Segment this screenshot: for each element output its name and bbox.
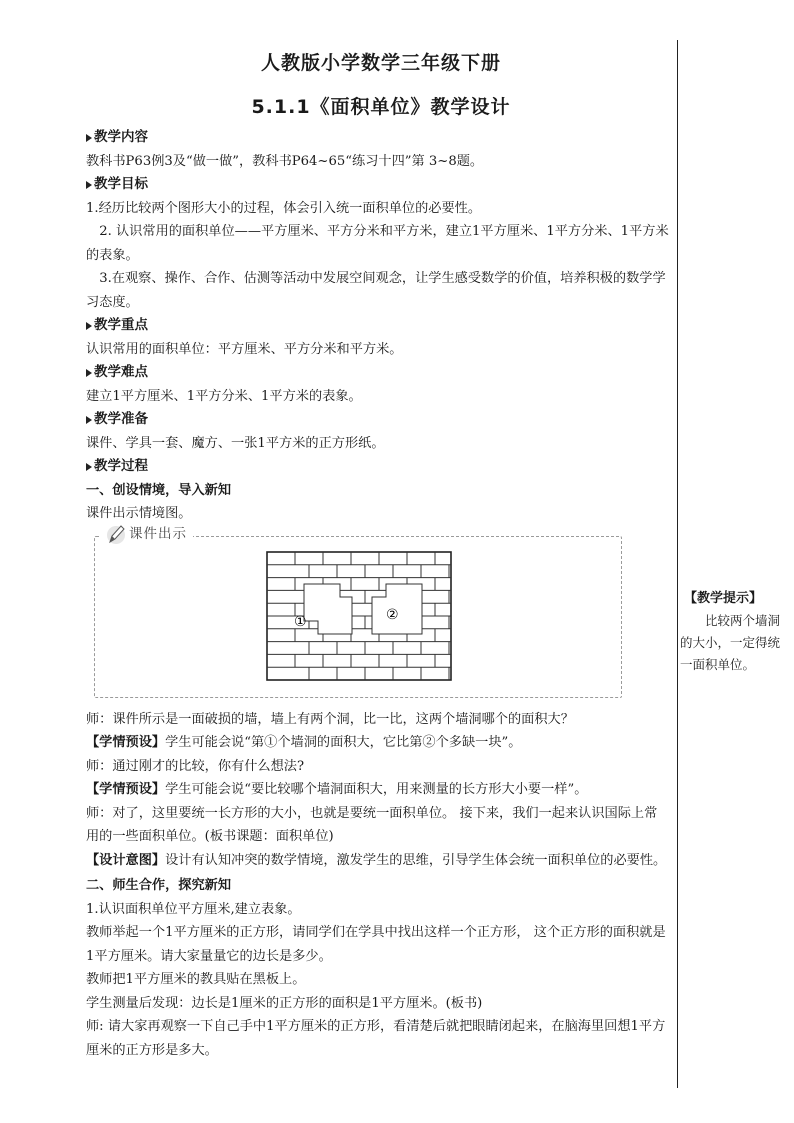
difficulty-paragraph: 建立1平方厘米、1平方分米、1平方米的表象。 [86, 388, 362, 404]
sidebar-text: 比较两个墙洞的大小，一定得统一面积单位。 [680, 613, 781, 672]
dialogue-question-2: 师：通过刚才的比较，你有什么想法? [86, 758, 305, 774]
prediction-text: 学生可能会说“第①个墙洞的面积大，它比第②个多缺一块”。 [165, 735, 522, 750]
section-heading-key [86, 314, 670, 338]
hole-2-label: ② [386, 606, 399, 623]
teaching-tip-sidebar [680, 588, 790, 676]
section-heading-process [86, 455, 670, 479]
heading-text: 教学内容 [94, 129, 148, 145]
part2-paragraph-4: 师: 请大家再观察一下自己手中1平方厘米的正方形，看清楚后就把眼睛闭起来，在脑海里回想1平方厘米的正方形是多大。 [86, 1019, 666, 1058]
document-subtitle: 5.1.1《面积单位》教学设计 [251, 96, 511, 118]
part1-paragraph: 课件出示情境图。 [86, 506, 192, 521]
heading-text: 教学准备 [94, 411, 148, 427]
dialogue-question-1: 师：课件所示是一面破损的墙，墙上有两个洞，比一比，这两个墙洞哪个的面积大？ [86, 711, 574, 727]
section-heading-goals [86, 173, 670, 197]
heading-text: 教学重点 [94, 317, 148, 333]
preparation-paragraph: 课件、学具一套、魔方、一张1平方米的正方形纸。 [86, 435, 385, 451]
tag-label: 【学情预设】 [86, 735, 166, 750]
section-heading-content [86, 126, 670, 150]
dialogue-prediction-2 [86, 778, 670, 802]
part2-paragraph-2: 教师把1平方厘米的教具贴在黑板上。 [86, 972, 306, 987]
triangle-bullet-icon [86, 416, 92, 424]
figure-label-text: 课件出示 [129, 525, 187, 542]
dialogue-question-3: 师：对了，这里要统一长方形的大小，也就是要统一面积单位。 接下来，我们一起来认识国际上常用的一些面积单位。(板书课题：面积单位) [86, 805, 658, 844]
pencil-icon [105, 523, 127, 545]
triangle-bullet-icon [86, 322, 92, 330]
document-title: 人教版小学数学三年级下册 [260, 52, 501, 74]
part2-paragraph-3: 学生测量后发现：边长是1厘米的正方形的面积是1平方厘米。(板书) [86, 995, 483, 1011]
heading-text: 教学过程 [94, 458, 148, 474]
goal-item-2: 2. 认识常用的面积单位——平方厘米、平方分米和平方米，建立1平方厘米、1平方分米、1平方米的表象。 [86, 224, 669, 263]
part2-heading: 二、师生合作，探究新知 [86, 878, 232, 893]
part2-paragraph-1: 教师举起一个1平方厘米的正方形，请同学们在学具中找出这样一个正方形， 这个正方形的面积就是1平方厘米。请大家量量它的边长是多少。 [86, 925, 666, 964]
sidebar-title: 【教学提示】 [684, 591, 763, 606]
content-paragraph: 教科书P63例3及“做一做”，教科书P64~65“练习十四”第 3~8题。 [86, 153, 484, 169]
intent-text: 设计有认知冲突的数学情境，激发学生的思维，引导学生体会统一面积单位的必要性。 [165, 852, 667, 868]
section-heading-difficulty [86, 361, 670, 385]
triangle-bullet-icon [86, 369, 92, 377]
prediction-text: 学生可能会说“要比较哪个墙洞面积大，用来测量的长方形大小要一样”。 [165, 782, 588, 797]
main-content [86, 126, 670, 1062]
design-intent [86, 849, 670, 873]
dialogue-prediction-1 [86, 731, 670, 755]
section-heading-preparation [86, 408, 670, 432]
figure-label [101, 523, 193, 547]
triangle-bullet-icon [86, 134, 92, 142]
key-paragraph: 认识常用的面积单位：平方厘米、平方分米和平方米。 [86, 341, 403, 357]
tag-label: 【学情预设】 [86, 782, 166, 797]
courseware-figure-box [94, 525, 622, 698]
brick-wall-figure [266, 551, 452, 681]
part2-step-1: 1.认识面积单位平方厘米,建立表象。 [86, 901, 301, 917]
part1-heading: 一、创设情境，导入新知 [86, 482, 232, 498]
tag-label: 【设计意图】 [86, 852, 166, 868]
heading-text: 教学目标 [94, 176, 148, 192]
goal-item-3: 3.在观察、操作、合作、估测等活动中发展空间观念，让学生感受数学的价值，培养积极的数学学习态度。 [86, 271, 666, 310]
heading-text: 教学难点 [94, 364, 148, 380]
goal-item-1: 1.经历比较两个图形大小的过程，体会引入统一面积单位的必要性。 [86, 200, 482, 216]
triangle-bullet-icon [86, 463, 92, 471]
margin-divider [677, 40, 678, 1088]
triangle-bullet-icon [86, 181, 92, 189]
hole-1-label: ① [294, 613, 307, 630]
